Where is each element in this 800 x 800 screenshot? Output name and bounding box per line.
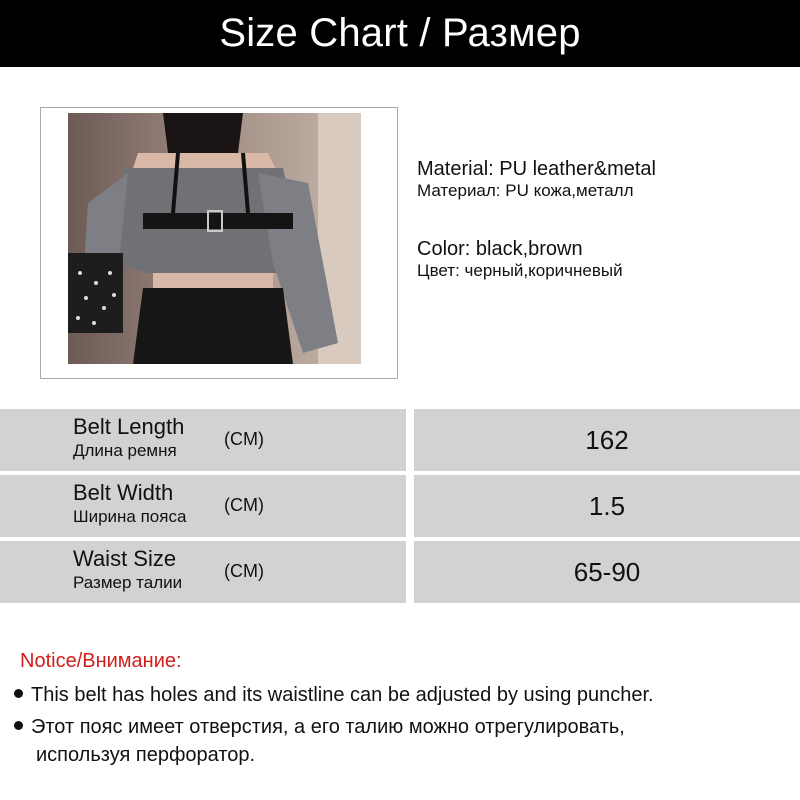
row-label-english: Belt Length <box>73 414 185 439</box>
row-label-cell <box>0 541 406 603</box>
size-table <box>0 409 800 607</box>
row-unit: (CM) <box>224 429 264 449</box>
product-photo-frame <box>40 107 398 379</box>
notice-text-russian-line1: Этот пояс имеет отверстия, а его талию можно отрегулировать, <box>31 716 625 738</box>
material-english: Material: PU leather&metal <box>417 158 656 180</box>
row-label-english: Waist Size <box>73 546 177 571</box>
table-row-belt-width <box>0 475 800 537</box>
bullet-dot-icon <box>14 689 23 698</box>
row-label-russian: Ширина пояса <box>73 507 187 526</box>
row-value: 65-90 <box>414 541 800 603</box>
row-label-russian: Длина ремня <box>73 441 177 460</box>
notice-bullet-english <box>14 682 654 708</box>
row-label-cell <box>0 409 406 471</box>
page-title: Size Chart / Размер <box>219 11 581 55</box>
header-bar <box>0 0 800 67</box>
row-label-cell <box>0 475 406 537</box>
bullet-dot-icon <box>14 721 23 730</box>
row-label-english: Belt Width <box>73 480 174 505</box>
product-photo <box>68 113 361 364</box>
table-row-waist-size <box>0 541 800 603</box>
row-unit: (CM) <box>224 495 264 515</box>
row-label-russian: Размер талии <box>73 573 183 592</box>
row-value: 1.5 <box>414 475 800 537</box>
material-russian: Материал: PU кожа,металл <box>417 181 634 200</box>
row-unit: (CM) <box>224 561 264 581</box>
color-russian: Цвет: черный,коричневый <box>417 261 623 280</box>
notice-text-russian-line2: используя перфоратор. <box>36 744 256 766</box>
notice-text-english: This belt has holes and its waistline can be adjusted by using puncher. <box>31 684 654 706</box>
notice-bullet-russian <box>14 714 625 740</box>
color-english: Color: black,brown <box>417 238 583 260</box>
notice-title: Notice/Внимание: <box>20 650 182 672</box>
row-value: 162 <box>414 409 800 471</box>
table-row-belt-length <box>0 409 800 471</box>
